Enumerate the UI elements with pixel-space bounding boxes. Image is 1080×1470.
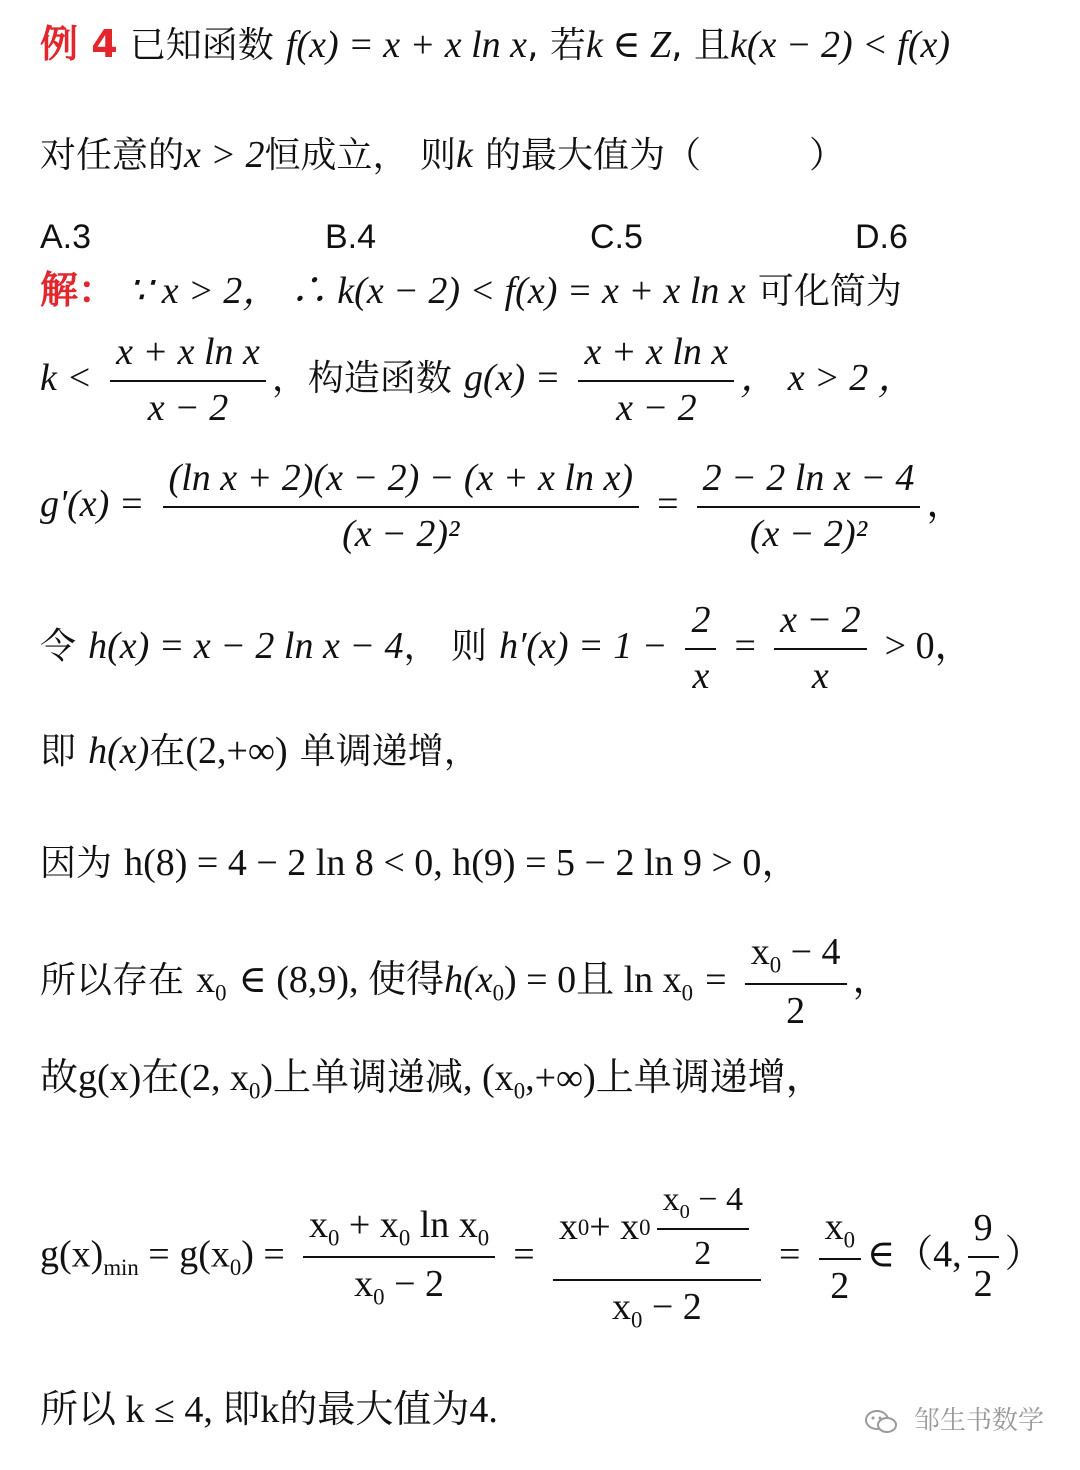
fraction-gmin-2 <box>553 1180 761 1334</box>
g-x0-close: ) = <box>241 1233 285 1276</box>
mono-math-b: h(x) <box>88 730 150 772</box>
fraction-den: 2 <box>973 1263 993 1305</box>
fraction-num: 2 <box>685 598 716 650</box>
fraction-gprime-1 <box>163 456 639 557</box>
subscript-zero: 0 <box>327 1225 340 1251</box>
problem-line-2 <box>40 132 845 179</box>
subscript-zero: 0 <box>248 1078 261 1104</box>
subscript-zero: 0 <box>229 1255 242 1281</box>
subscript-zero: 0 <box>513 1078 526 1104</box>
fraction-nine-half <box>968 1206 999 1307</box>
subscript-zero: 0 <box>477 1225 490 1251</box>
cond-text-2: , 且 <box>671 25 730 66</box>
solution-line-7 <box>40 930 891 1035</box>
g-x0-open: = g(x <box>138 1233 230 1276</box>
subscript-zero: 0 <box>769 952 782 978</box>
plus-x: + x <box>339 1204 399 1247</box>
exists-interval: ∈ (8,9), 使得 <box>238 958 445 1001</box>
mono-text-e: 单调递增， <box>299 731 480 772</box>
fraction-den: x <box>692 654 710 697</box>
subscript-zero: 0 <box>398 1225 411 1251</box>
fraction-num <box>553 1180 761 1281</box>
solution-line-2 <box>40 330 916 431</box>
fraction-ln-x0 <box>745 930 847 1035</box>
fraction-k <box>110 330 266 431</box>
fraction-num: x + x ln x <box>578 330 734 382</box>
fraction-gmin-3 <box>819 1205 861 1310</box>
mono-interval: (2,+∞) <box>185 730 288 772</box>
equals-sign: = <box>657 483 679 526</box>
ln-x0-text: ) = 0且 ln x <box>504 958 682 1001</box>
fraction-num: x − 2 <box>774 598 867 650</box>
solution-line-5 <box>40 728 480 775</box>
because-clause: ∵ x > 2， ∴ k(x − 2) < f(x) = x + x ln x <box>128 270 746 312</box>
fraction-den <box>348 1258 450 1311</box>
since-text: 因为 <box>40 843 113 884</box>
x-base: x <box>750 931 770 973</box>
exists-text: 所以存在 <box>40 959 185 1001</box>
x-base: x <box>662 1181 680 1218</box>
fraction-den: (x − 2)² <box>342 512 460 555</box>
problem-line-1 <box>40 22 950 69</box>
fraction-den: 2 <box>830 1264 850 1307</box>
mono-text-c: 在 <box>149 731 186 772</box>
subscript-zero: 0 <box>373 1284 385 1310</box>
equals-sign: = <box>705 958 727 1001</box>
inner-fraction <box>657 1180 749 1275</box>
option-b: B.4 <box>325 218 377 256</box>
x-base: x <box>824 1205 844 1248</box>
wechat-icon <box>864 1409 898 1435</box>
mono-text-a: 即 <box>40 731 77 772</box>
g-prime-lhs: g'(x) = <box>40 483 145 526</box>
solution-line-8 <box>40 1055 824 1105</box>
fraction-den: x <box>811 654 829 697</box>
simplify-text: 可化简为 <box>757 271 902 312</box>
minus-two: − 2 <box>642 1286 702 1329</box>
in-interval: ∈（4, <box>866 1233 962 1276</box>
x-condition: ， x > 2 ， <box>740 357 916 400</box>
intro-text: 已知函数 <box>129 25 274 66</box>
k-less-than: k < <box>40 357 93 400</box>
comma: ， <box>852 958 891 1001</box>
solution-line-6 <box>40 840 799 887</box>
fraction-num: x + x ln x <box>110 330 266 382</box>
subscript-zero: 0 <box>630 1307 643 1333</box>
comma: ， <box>926 483 965 526</box>
solution-label: 解： <box>40 268 117 312</box>
fraction-den: (x − 2)² <box>749 512 868 555</box>
x-base: x <box>558 1205 578 1248</box>
fraction-num <box>657 1180 749 1230</box>
solution-line-1 <box>40 268 902 315</box>
h-def: h(x) = x − 2 ln x − 4 <box>88 625 404 668</box>
construct-text: ，构造函数 <box>271 358 452 400</box>
minus-two: − 2 <box>384 1263 444 1305</box>
equals-sign: = <box>734 625 756 668</box>
conclusion: 所以 k ≤ 4, 即k的最大值为4. <box>40 1389 498 1431</box>
function-def: f(x) = x + x ln x <box>285 24 528 66</box>
then-text: ， 则 <box>403 626 487 668</box>
fraction-hprime-1 <box>685 598 716 699</box>
k-in-z: k ∈ Z <box>585 24 672 66</box>
subscript-zero: 0 <box>639 1214 651 1240</box>
fraction-den: x − 2 <box>616 386 697 429</box>
watermark <box>864 1400 1044 1437</box>
fraction-g <box>578 330 734 431</box>
x-base: x <box>354 1263 374 1305</box>
g-mono-c: ,+∞)上单调递增， <box>525 1057 824 1099</box>
close-paren: ） <box>1004 1233 1043 1276</box>
option-d: D.6 <box>855 218 908 256</box>
x0-symbol <box>196 958 227 1006</box>
min-subscript: min <box>103 1255 139 1281</box>
subscript-zero: 0 <box>215 980 227 1006</box>
solution-line-3 <box>40 456 964 557</box>
inequality: k(x − 2) < f(x) <box>729 24 951 66</box>
line2-math-b: x > 2 <box>184 134 265 176</box>
x-base: x <box>611 1286 631 1329</box>
cond-text-1: , 若 <box>527 25 586 66</box>
h-prime-tail: > 0， <box>884 625 973 668</box>
g-of-x: g(x) <box>40 1233 104 1276</box>
solution-line-9 <box>40 1180 1043 1334</box>
watermark-text: 邹生书数学 <box>913 1406 1044 1436</box>
g-def: g(x) = <box>464 357 561 400</box>
minus-four: − 4 <box>689 1181 743 1218</box>
subscript-zero: 0 <box>577 1214 590 1240</box>
g-mono-a: 故g(x)在(2, x <box>40 1057 249 1099</box>
minus-four: − 4 <box>781 931 841 973</box>
fraction-gmin-1 <box>303 1203 495 1311</box>
option-a: A.3 <box>40 218 92 256</box>
h-prime-lhs: h′(x) = 1 − <box>499 625 668 668</box>
fraction-num <box>745 930 847 985</box>
line2-text-a: 对任意的 <box>40 135 185 176</box>
line2-math-d: k <box>455 134 473 176</box>
fraction-den: 2 <box>694 1235 712 1273</box>
subscript-zero: 0 <box>681 980 694 1006</box>
ln-x: ln x <box>410 1204 478 1247</box>
fraction-num: 2 − 2 ln x − 4 <box>697 456 921 508</box>
subscript-zero: 0 <box>679 1200 690 1223</box>
fraction-den: 2 <box>786 989 806 1032</box>
x-base: x <box>308 1204 328 1247</box>
subscript-zero: 0 <box>843 1227 855 1253</box>
fraction-den: x − 2 <box>147 386 229 429</box>
h-x0: h(x <box>444 958 493 1001</box>
equals-sign: = <box>779 1233 801 1276</box>
fraction-hprime-2 <box>774 598 867 699</box>
fraction-num <box>819 1205 861 1260</box>
fraction-num: (ln x + 2)(x − 2) − (x + x ln x) <box>163 456 639 508</box>
plus-x: + x <box>589 1205 640 1248</box>
x-base: x <box>196 958 216 1001</box>
option-c: C.5 <box>590 218 643 256</box>
h8-h9-values: h(8) = 4 − 2 ln 8 < 0, h(9) = 5 − 2 ln 9 > 0 <box>124 842 762 884</box>
solution-line-4 <box>40 598 973 699</box>
g-mono-b: )上单调递减, (x <box>260 1057 514 1099</box>
fraction-gprime-2 <box>697 456 921 557</box>
example-tag: 例 4 <box>40 22 118 66</box>
fraction-num: 9 <box>968 1206 999 1258</box>
equals-sign: = <box>513 1233 535 1276</box>
fraction-den <box>606 1281 708 1334</box>
fraction-num <box>303 1203 495 1258</box>
line2-text-c: 恒成立， 则 <box>264 135 456 176</box>
subscript-zero: 0 <box>492 980 504 1006</box>
line2-text-e: 的最大值为（ ） <box>484 135 845 176</box>
comma: ， <box>761 842 800 884</box>
let-text: 令 <box>40 626 77 668</box>
